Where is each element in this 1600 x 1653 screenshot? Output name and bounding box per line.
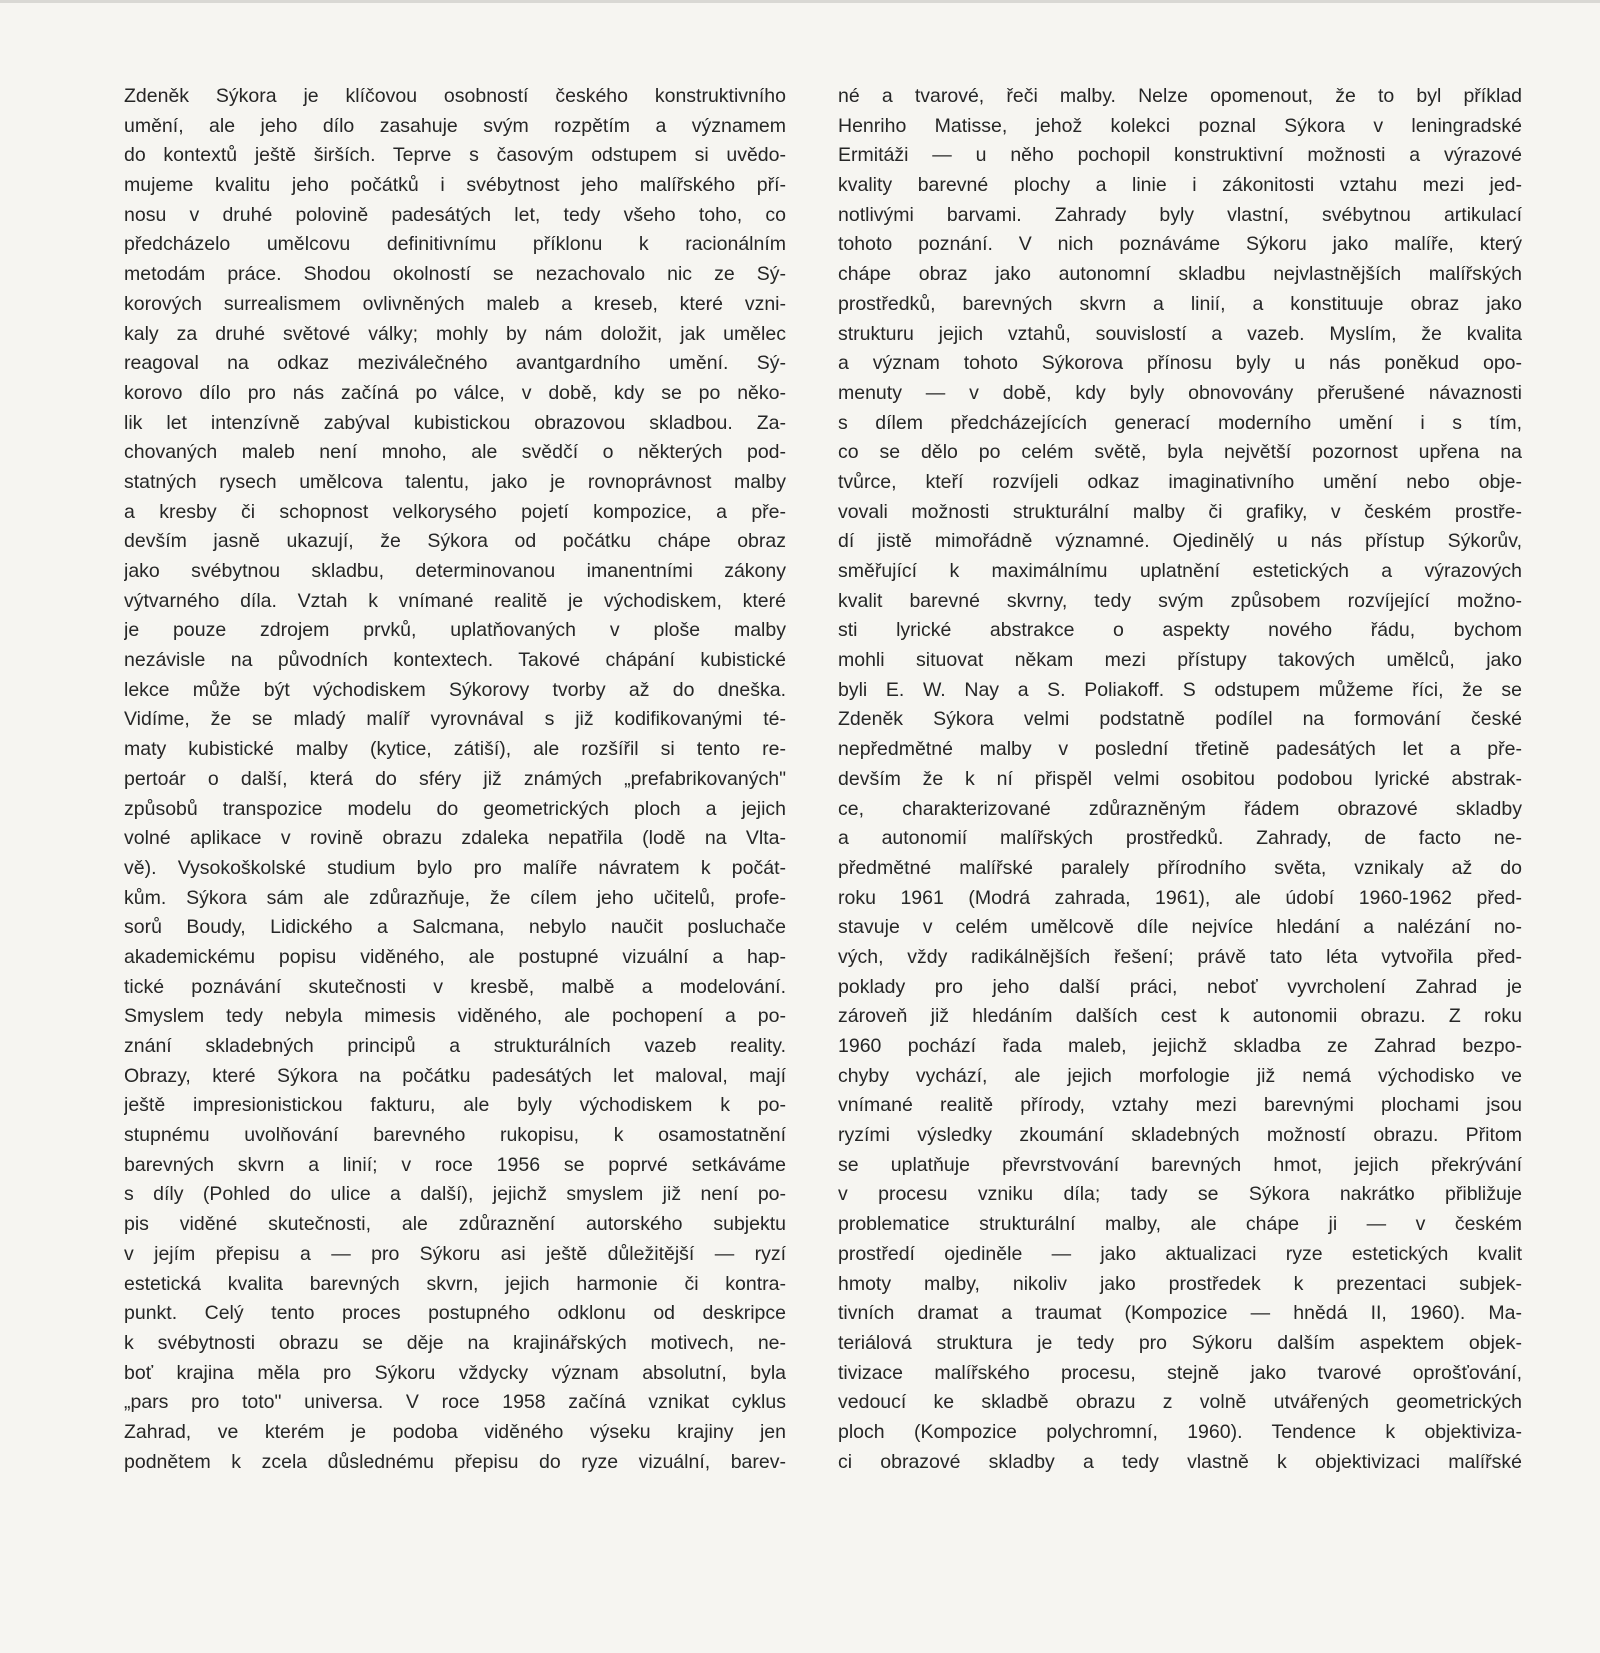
text-line: estetická kvalita barevných skvrn, jejich harmonie či kontra- bbox=[124, 1272, 786, 1295]
text-line: vnímané realitě přírody, vztahy mezi barevnými plochami jsou bbox=[838, 1094, 1522, 1117]
text-line: s dílem předcházejících generací moderního umění i s tím, bbox=[838, 411, 1522, 434]
text-line: k svébytnosti obrazu se děje na krajinářských motivech, ne- bbox=[124, 1331, 786, 1354]
text-line: se uplatňuje převrstvování barevných hmot, jejich překrývání bbox=[838, 1153, 1522, 1176]
text-line: tivních dramat a traumat (Kompozice — hnědá II, 1960). Ma- bbox=[838, 1302, 1522, 1325]
text-line: s díly (Pohled do ulice a další), jejichž smyslem již není po- bbox=[124, 1183, 786, 1206]
text-line: byli E. W. Nay a S. Poliakoff. S odstupem můžeme říci, že se bbox=[838, 678, 1522, 701]
text-line: ploch (Kompozice polychromní, 1960). Tendence k objektiviza- bbox=[838, 1420, 1522, 1443]
text-line: notlivými barvami. Zahrady byly vlastní, svébytnou artikulací bbox=[838, 203, 1522, 226]
text-line: né a tvarové, řeči malby. Nelze opomenout, že to byl příklad bbox=[838, 85, 1522, 107]
text-line: a autonomií malířských prostředků. Zahrady, de facto ne- bbox=[838, 827, 1522, 850]
text-line: boť krajina měla pro Sýkoru vždycky význam absolutní, byla bbox=[124, 1361, 786, 1384]
text-line: hmoty malby, nikoliv jako prostředek k prezentaci subjek- bbox=[838, 1272, 1522, 1295]
text-line: prostředí ojediněle — jako aktualizaci ryze estetických kvalit bbox=[838, 1242, 1522, 1265]
text-column-right bbox=[838, 82, 1522, 1477]
text-line: chovaných maleb není mnoho, ale svědčí o některých pod- bbox=[124, 441, 786, 464]
text-line: Henriho Matisse, jehož kolekci poznal Sýkora v leningradské bbox=[838, 114, 1522, 137]
text-line: roku 1961 (Modrá zahrada, 1961), ale údobí 1960-1962 před- bbox=[838, 886, 1522, 909]
text-line: Smyslem tedy nebyla mimesis viděného, ale pochopení a po- bbox=[124, 1005, 786, 1028]
text-line: sti lyrické abstrakce o aspekty nového řádu, bychom bbox=[838, 619, 1522, 642]
text-line: v jejím přepisu a — pro Sýkoru asi ještě důležitější — ryzí bbox=[124, 1242, 786, 1265]
text-line: teriálová struktura je tedy pro Sýkoru dalším aspektem objek- bbox=[838, 1331, 1522, 1354]
text-line: do kontextů ještě širších. Teprve s časovým odstupem si uvědo- bbox=[124, 144, 786, 167]
text-line: lik let intenzívně zabýval kubistickou obrazovou skladbou. Za- bbox=[124, 411, 786, 434]
text-line: metodám práce. Shodou okolností se nezachovalo nic ze Sý- bbox=[124, 263, 786, 286]
text-line: Ermitáži — u něho pochopil konstruktivní možnosti a výrazové bbox=[838, 144, 1522, 167]
text-line: je pouze zdrojem prvků, uplatňovaných v ploše malby bbox=[124, 619, 786, 642]
text-line: stavuje v celém umělcově díle nejvíce hledání a nalézání no- bbox=[838, 916, 1522, 939]
text-line: nepředmětné malby v poslední třetině padesátých let a pře- bbox=[838, 738, 1522, 761]
text-line: dí jistě mimořádně významné. Ojedinělý u nás přístup Sýkorův, bbox=[838, 530, 1522, 553]
text-line: vovali možnosti strukturální malby či grafiky, v českém prostře- bbox=[838, 500, 1522, 523]
text-line: způsobů transpozice modelu do geometrických ploch a jejich bbox=[124, 797, 786, 820]
text-line: korových surrealismem ovlivněných maleb a kreseb, které vzni- bbox=[124, 292, 786, 315]
text-line: prostředků, barevných skvrn a linií, a konstituuje obraz jako bbox=[838, 292, 1522, 315]
text-line: pertoár o další, která do sféry již známých „prefabrikovaných" bbox=[124, 767, 786, 790]
text-line: volné aplikace v rovině obrazu zdaleka nepatřila (lodě na Vlta- bbox=[124, 827, 786, 850]
text-line: nosu v druhé polovině padesátých let, tedy všeho toho, co bbox=[124, 203, 786, 226]
text-line: stupnému uvolňování barevného rukopisu, k osamostatnění bbox=[124, 1124, 786, 1147]
text-line: tvůrce, kteří rozvíjeli odkaz imaginativního umění nebo obje- bbox=[838, 470, 1522, 493]
text-line: kaly za druhé světové války; mohly by nám doložit, jak umělec bbox=[124, 322, 786, 345]
text-line: akademickému popisu viděného, ale postupné vizuální a hap- bbox=[124, 945, 786, 968]
text-line: menuty — v době, kdy byly obnovovány přerušené návaznosti bbox=[838, 381, 1522, 404]
text-line: 1960 pochází řada maleb, jejichž skladba ze Zahrad bezpo- bbox=[838, 1035, 1522, 1057]
text-line: statných rysech umělcova talentu, jako je rovnoprávnost malby bbox=[124, 470, 786, 493]
text-line: mujeme kvalitu jeho počátků i svébytnost jeho malířského pří- bbox=[124, 174, 786, 197]
text-line: barevných skvrn a linií; v roce 1956 se poprvé setkáváme bbox=[124, 1153, 786, 1176]
text-line: poklady pro jeho další práci, neboť vyvrcholení Zahrad je bbox=[838, 975, 1522, 998]
text-line: Zahrad, ve kterém je podoba viděného výseku krajiny jen bbox=[124, 1420, 786, 1443]
text-line: problematice strukturální malby, ale chápe ji — v českém bbox=[838, 1213, 1522, 1236]
text-line: maty kubistické malby (kytice, zátiší), ale rozšířil si tento re- bbox=[124, 738, 786, 761]
text-line: kvalit barevné skvrny, tedy svým způsobem rozvíjející možno- bbox=[838, 589, 1522, 612]
text-line: co se dělo po celém světě, byla největší pozornost upřena na bbox=[838, 441, 1522, 464]
text-line: ci obrazové skladby a tedy vlastně k objektivizaci malířské bbox=[838, 1450, 1522, 1473]
text-line: strukturu jejich vztahů, souvislostí a vazeb. Myslím, že kvalita bbox=[838, 322, 1522, 345]
text-line: korovo dílo pro nás začíná po válce, v době, kdy se po něko- bbox=[124, 381, 786, 404]
text-line: podnětem k zcela důslednému přepisu do ryze vizuální, barev- bbox=[124, 1450, 786, 1473]
text-line: předmětné malířské paralely přírodního světa, vznikaly až do bbox=[838, 856, 1522, 879]
text-line: ce, charakterizované zdůrazněným řádem obrazové skladby bbox=[838, 797, 1522, 820]
text-line: tivizace malířského procesu, stejně jako tvarové oprošťování, bbox=[838, 1361, 1522, 1384]
text-line: nezávisle na původních kontextech. Takové chápání kubistické bbox=[124, 649, 786, 672]
page-edge bbox=[0, 0, 1600, 3]
text-line: vě). Vysokoškolské studium bylo pro malíře návratem k počát- bbox=[124, 856, 786, 879]
text-line: Obrazy, které Sýkora na počátku padesátých let maloval, mají bbox=[124, 1064, 786, 1087]
text-line: směřující k maximálnímu uplatnění estetických a výrazových bbox=[838, 560, 1522, 582]
text-line: znání skladebných principů a strukturálních vazeb reality. bbox=[124, 1035, 786, 1057]
text-line: reagoval na odkaz meziválečného avantgardního umění. Sý- bbox=[124, 352, 786, 375]
text-line: pis viděné skutečnosti, ale zdůraznění autorského subjektu bbox=[124, 1213, 786, 1236]
text-line: v procesu vzniku díla; tady se Sýkora nakrátko přibližuje bbox=[838, 1183, 1522, 1206]
text-line: tické poznávání skutečnosti v kresbě, malbě a modelování. bbox=[124, 975, 786, 998]
text-line: tohoto poznání. V nich poznáváme Sýkoru jako malíře, který bbox=[838, 233, 1522, 256]
text-line: mohli situovat někam mezi přístupy takových umělců, jako bbox=[838, 649, 1522, 672]
text-line: kům. Sýkora sám ale zdůrazňuje, že cílem jeho učitelů, profe- bbox=[124, 886, 786, 909]
text-line: Vidíme, že se mladý malíř vyrovnával s již kodifikovanými té- bbox=[124, 708, 786, 731]
text-line: kvality barevné plochy a linie i zákonitosti vztahu mezi jed- bbox=[838, 174, 1522, 197]
text-line: umění, ale jeho dílo zasahuje svým rozpětím a významem bbox=[124, 114, 786, 137]
text-line: Zdeněk Sýkora velmi podstatně podílel na formování české bbox=[838, 708, 1522, 731]
text-line: vedoucí ke skladbě obrazu z volně utvářených geometrických bbox=[838, 1391, 1522, 1414]
text-column-left bbox=[124, 82, 786, 1477]
text-line: devším že k ní přispěl velmi osobitou podobou lyrické abstrak- bbox=[838, 767, 1522, 790]
text-line: vých, vždy radikálnějších řešení; právě tato léta vytvořila před- bbox=[838, 945, 1522, 968]
text-line: chyby vychází, ale jejich morfologie již nemá východisko ve bbox=[838, 1064, 1522, 1087]
text-line: ještě impresionistickou fakturu, ale byly východiskem k po- bbox=[124, 1094, 786, 1117]
text-line: výtvarného díla. Vztah k vnímané realitě je východiskem, které bbox=[124, 589, 786, 612]
text-line: předcházelo umělcovu definitivnímu příklonu k racionálním bbox=[124, 233, 786, 256]
text-line: a kresby či schopnost velkorysého pojetí kompozice, a pře- bbox=[124, 500, 786, 523]
text-line: devším jasně ukazují, že Sýkora od počátku chápe obraz bbox=[124, 530, 786, 553]
text-line: chápe obraz jako autonomní skladbu nejvlastnějších malířských bbox=[838, 263, 1522, 286]
text-line: a význam tohoto Sýkorova přínosu byly u nás poněkud opo- bbox=[838, 352, 1522, 375]
text-line: zároveň již hledáním dalších cest k autonomii obrazu. Z roku bbox=[838, 1005, 1522, 1028]
text-line: punkt. Celý tento proces postupného odklonu od deskripce bbox=[124, 1302, 786, 1325]
text-line: ryzími výsledky zkoumání skladebných možností obrazu. Přitom bbox=[838, 1124, 1522, 1147]
text-line: „pars pro toto" universa. V roce 1958 začíná vznikat cyklus bbox=[124, 1391, 786, 1414]
text-line: jako svébytnou skladbu, determinovanou imanentními zákony bbox=[124, 560, 786, 582]
text-line: lekce může být východiskem Sýkorovy tvorby až do dneška. bbox=[124, 678, 786, 701]
text-line: sorů Boudy, Lidického a Salcmana, nebylo naučit posluchače bbox=[124, 916, 786, 939]
text-line: Zdeněk Sýkora je klíčovou osobností českého konstruktivního bbox=[124, 85, 786, 107]
